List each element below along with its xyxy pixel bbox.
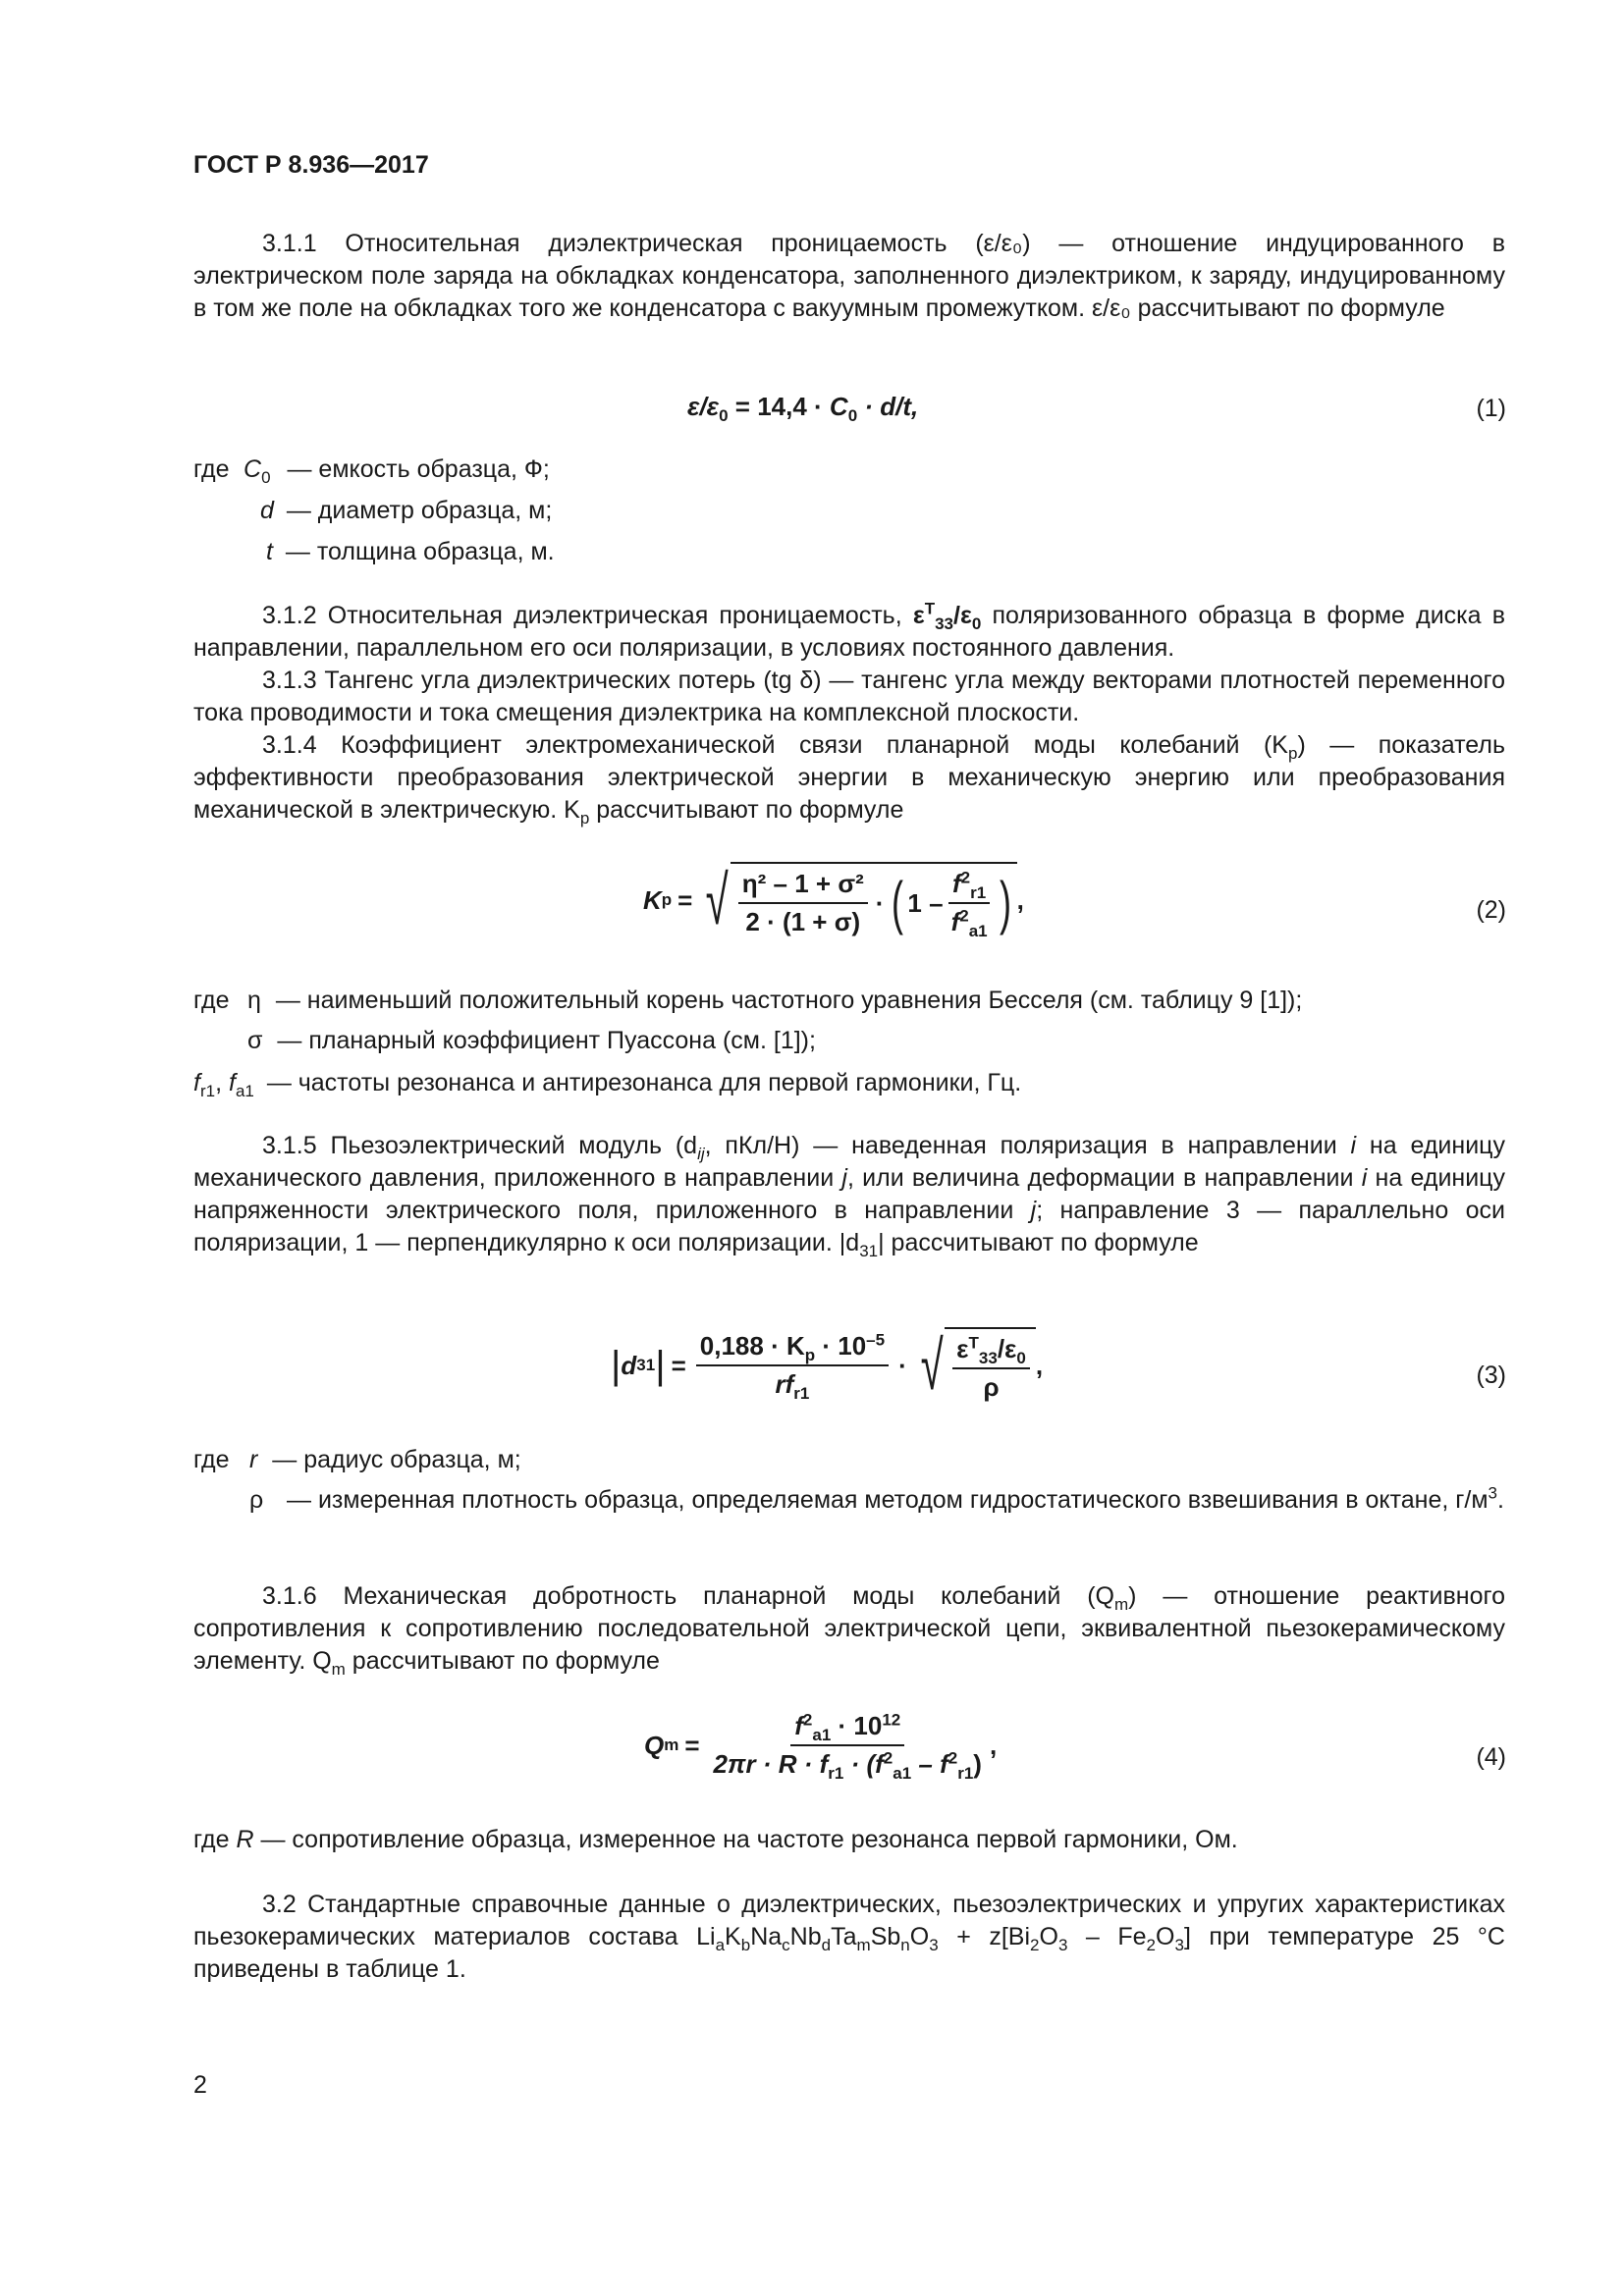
where-label-1: где (193, 455, 230, 483)
f4-fraction: $\frac{f^2_{a1} \cdot 10^{12}}{2\pi r \cdot R \cdot f_{r1} \cdot (f^2_{a1} - f^2_{r1})}$ (713, 1710, 982, 1784)
where-label-2: где (193, 987, 230, 1014)
where-item-R: где R — сопротивление образца, измеренное на частоте резонанса первой гармоники, Ом. (193, 1826, 1238, 1853)
where-item-sigma: σ — планарный коэффициент Пуассона (см. [1]); (247, 1027, 816, 1054)
where-item-d: d — диаметр образца, м; (260, 497, 553, 524)
formula-3: | d 31 | = $\frac{0,188 \cdot K_p \cdot 10^{-5}}{rf_{r1}}$ · √ $\frac{\varepsilon^T_{33}/\varepsilon_0}{\rho}$ , (611, 1327, 1044, 1404)
page-number: 2 (193, 2071, 207, 2099)
formula-4-number: (4) (1476, 1743, 1506, 1771)
where-item-rho: ρ — измеренная плотность образца, определяемая методом гидростатического взвешивания в октане, $г/м^3$. (249, 1483, 1504, 1514)
formula-3-number: (3) (1476, 1362, 1506, 1389)
paragraph-3-1-1: 3.1.1 Относительная диэлектрическая проницаемость (ε/ε₀) — отношение индуцированного в электрическом поле заряда на обкладках конденсатора, заполненного диэлектриком, к заряду, индуцированному в том же поле на обкладках того же конденсатора с вакуумным промежутком. ε/ε₀ рассчитывают по формуле (193, 230, 1505, 322)
f2-main-fraction: $\frac{\text{η² – 1 + σ²}}{2 \cdot (1 + \sigma)}$ (738, 868, 868, 938)
paragraph-3-1-5: 3.1.5 Пьезоэлектрический модуль ($d_{ij}$, пКл/Н) — наведенная поляризация в направлении i на единицу механического давления, приложенного в направлении j, или величина деформации в направлении i на единицу напряженности электрического поля, приложенного в направлении j; направление 3 — параллельно оси поляризации, 1 — перпендикулярно к оси поляризации. $|d_{31}|$ рассчитывают по формуле (193, 1132, 1505, 1260)
formula-2: K p = √ $\frac{\text{η² – 1 + σ²}}{2 \cdot (1 + \sigma)}$ · ( 1 – $\frac{f^2_{r1}}{f^2_{a1}}$ ) , (643, 862, 1024, 941)
f3-main-fraction: $\frac{0,188 \cdot K_p \cdot 10^{-5}}{rf_{r1}}$ (696, 1330, 889, 1401)
where-item-t: t — толщина образца, м. (266, 538, 555, 565)
where-label-3: где (193, 1446, 230, 1473)
formula-2-number: (2) (1476, 896, 1506, 924)
standard-header: ГОСТ Р 8.936—2017 (193, 151, 429, 179)
where-item-c0: $C_0$ — емкость образца, Ф; (244, 455, 550, 487)
formula-1: $\varepsilon/\varepsilon_0 = 14,4 \cdot C_0 \cdot d/t$, (687, 392, 919, 426)
where-item-eta: η — наименьший положительный корень частотного уравнения Бесселя (см. таблицу 9 [1]); (247, 987, 1303, 1014)
f2-inner-fraction: $\frac{f^2_{r1}}{f^2_{a1}}$ (947, 868, 992, 938)
paragraph-3-1-2: 3.1.2 Относительная диэлектрическая проницаемость, $\varepsilon^T_{33}/\varepsilon_0$ поляризованного образца в форме диска в направлении, параллельном его оси поляризации, в условиях постоянного давления. (193, 599, 1505, 662)
paragraph-3-1-6: 3.1.6 Механическая добротность планарной моды колебаний $(Q_m)$ — отношение реактивного сопротивления к сопротивлению последовательной электрической цепи, эквивалентной пьезокерамическому элементу. $Q_m$ рассчитывают по формуле (193, 1582, 1505, 1679)
paragraph-3-2: 3.2 Стандартные справочные данные о диэлектрических, пьезоэлектрических и упругих характеристиках пьезокерамических материалов состава $Li_aK_bNa_cNb_dTa_mSb_nO_3 + z[Bi_2O_3 - Fe_2O_3]$ при температуре 25 °C приведены в таблице 1. (193, 1891, 1505, 1983)
where-item-r: r — радиус образца, м; (249, 1446, 521, 1473)
where-item-frequencies: $f_{r1}$, $f_{a1}$ — частоты резонанса и антирезонанса для первой гармоники, Гц. (193, 1069, 1022, 1100)
f3-root-fraction: $\frac{\varepsilon^T_{33}/\varepsilon_0}{\rho}$ (952, 1333, 1030, 1404)
material-composition: $Li_aK_bNa_cNb_dTa_mSb_nO_3 + z[Bi_2O_3 - Fe_2O_3]$ (696, 1923, 1191, 1954)
f2-sqrt: √ $\frac{\text{η² – 1 + σ²}}{2 \cdot (1 + \sigma)}$ · ( 1 – $\frac{f^2_{r1}}{f^2_{a1}}$ ) (698, 862, 1016, 938)
formula-4: Q m = $\frac{f^2_{a1} \cdot 10^{12}}{2\pi r \cdot R \cdot f_{r1} \cdot (f^2_{a1} - f^2_{r1})}$ , (644, 1710, 998, 1784)
f1-lhs: ε/ε (687, 392, 720, 421)
paragraph-3-1-3: 3.1.3 Тангенс угла диэлектрических потерь (tg δ) — тангенс угла между векторами плотностей переменного тока проводимости и тока смещения диэлектрика на комплексной плоскости. (193, 667, 1505, 726)
formula-1-number: (1) (1476, 395, 1506, 422)
f3-sqrt: √ $\frac{\varepsilon^T_{33}/\varepsilon_0}{\rho}$ (913, 1327, 1036, 1404)
paragraph-3-1-4: 3.1.4 Коэффициент электромеханической связи планарной моды колебаний $(K_p)$ — показатель эффективности преобразования электрической энергии в механическую энергию или преобразования механической в электрическую. $K_p$ рассчитывают по формуле (193, 731, 1505, 828)
